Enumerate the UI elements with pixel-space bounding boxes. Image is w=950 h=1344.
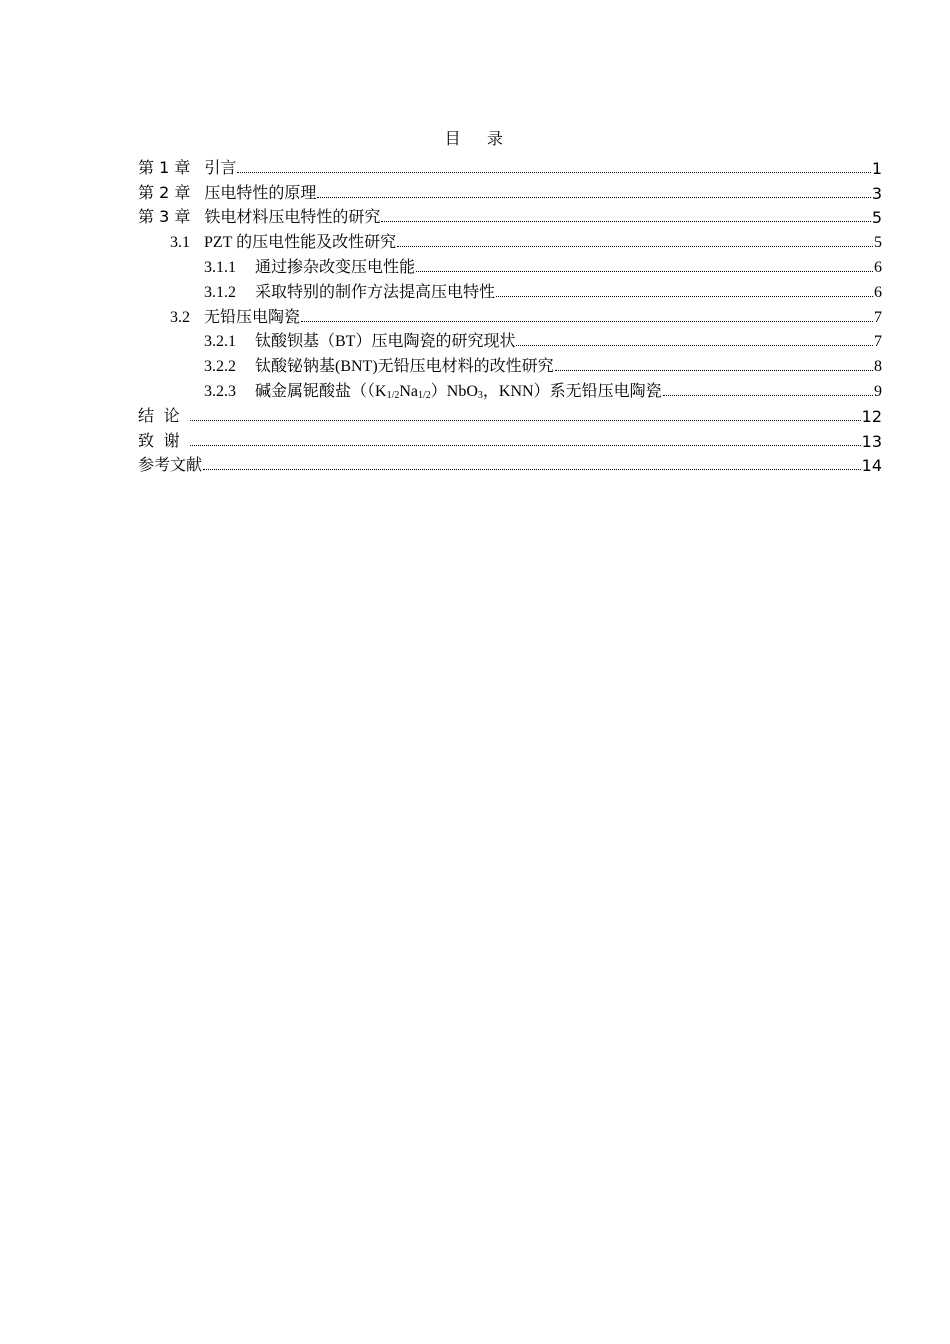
toc-entry-number: 3.1.1 — [204, 258, 236, 276]
toc-entry-number: 3.2 — [170, 308, 190, 326]
toc-entry-page: 6 — [874, 258, 882, 276]
dot-leader — [237, 172, 870, 173]
toc-entry-number: 第 3 章 — [138, 207, 191, 227]
toc-entry-page: 1 — [871, 158, 882, 178]
toc-entry-page: 3 — [871, 183, 882, 203]
toc-entry-title: 通过掺杂改变压电性能 — [255, 258, 416, 276]
toc-entry-title: 引言 — [204, 157, 237, 177]
toc-entry-number: 3.2.1 — [204, 333, 236, 351]
toc-entry-number: 3.1 — [170, 234, 190, 252]
toc-heading-right: 录 — [487, 129, 506, 148]
toc-entry-number: 第 2 章 — [138, 182, 191, 202]
toc-entry-title: 钛酸钡基（BT）压电陶瓷的研究现状 — [255, 333, 516, 351]
toc-entry-section-3-2[interactable] — [138, 302, 882, 327]
toc-entry-page: 7 — [874, 308, 882, 326]
toc-entry-title: 结论 — [138, 405, 190, 425]
dot-leader — [397, 246, 873, 247]
dot-leader — [381, 221, 870, 222]
dot-leader — [555, 370, 873, 371]
dot-leader — [190, 445, 860, 446]
toc-entry-acknowledgements[interactable] — [138, 426, 882, 451]
toc-entry-section-3-1[interactable] — [138, 227, 882, 252]
toc-entry-page: 7 — [874, 333, 882, 351]
toc-entry-chapter-3[interactable] — [138, 203, 882, 228]
toc-entry-number: 3.2.2 — [204, 358, 236, 376]
toc-entry-page: 12 — [861, 406, 882, 426]
dot-leader — [203, 469, 861, 470]
toc-entry-title: 碱金属铌酸盐（$(K_{1/2}Na_{1/2})NbO_3$，KNN）系无铅压电陶瓷 — [255, 382, 662, 401]
toc-entry-title: 无铅压电陶瓷 — [204, 308, 301, 326]
toc-entry-section-3-2-3[interactable] — [138, 376, 882, 401]
toc-entry-chapter-2[interactable] — [138, 178, 882, 203]
toc-entry-number: 第 1 章 — [138, 157, 191, 177]
toc-entry-number: 3.1.2 — [204, 283, 236, 301]
toc-entry-section-3-1-2[interactable] — [138, 277, 882, 302]
toc-entry-page: 5 — [871, 208, 882, 228]
toc-entry-title: 钛酸铋钠基(BNT)无铅压电材料的改性研究 — [255, 358, 554, 376]
toc-heading — [0, 126, 950, 149]
toc-entry-references[interactable] — [138, 451, 882, 476]
toc-entry-page: 8 — [874, 358, 882, 376]
toc-entry-chapter-1[interactable] — [138, 153, 882, 178]
dot-leader — [301, 321, 873, 322]
dot-leader — [416, 271, 873, 272]
toc-entry-page: 13 — [861, 431, 882, 451]
table-of-contents — [138, 153, 882, 475]
toc-entry-title: 压电特性的原理 — [204, 182, 317, 202]
toc-entry-page: 6 — [874, 283, 882, 301]
toc-heading-left: 目 — [444, 129, 463, 148]
toc-entry-number: 3.2.3 — [204, 382, 236, 400]
toc-entry-title: PZT 的压电性能及改性研究 — [204, 234, 397, 252]
dot-leader — [496, 296, 873, 297]
toc-entry-page: 5 — [874, 234, 882, 252]
dot-leader — [663, 395, 873, 396]
toc-entry-title: 采取特别的制作方法提高压电特性 — [255, 283, 496, 301]
toc-entry-section-3-1-1[interactable] — [138, 252, 882, 277]
toc-entry-page: 14 — [861, 456, 882, 476]
dot-leader — [190, 420, 860, 421]
toc-entry-section-3-2-2[interactable] — [138, 351, 882, 376]
toc-entry-page: 9 — [874, 382, 882, 400]
dot-leader — [516, 345, 873, 346]
toc-entry-conclusion[interactable] — [138, 401, 882, 426]
toc-entry-section-3-2-1[interactable] — [138, 327, 882, 352]
toc-entry-title: 铁电材料压电特性的研究 — [204, 207, 381, 227]
dot-leader — [317, 197, 870, 198]
toc-entry-title: 参考文献 — [138, 455, 203, 475]
toc-entry-title: 致谢 — [138, 430, 190, 450]
